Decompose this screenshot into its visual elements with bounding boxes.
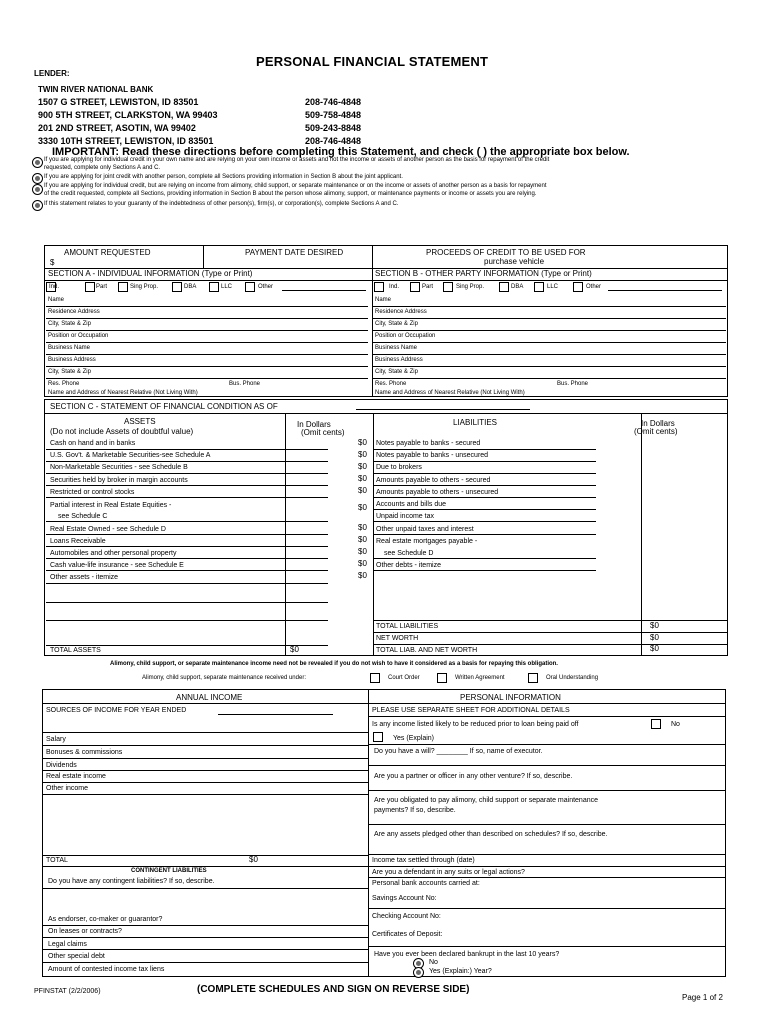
proceeds-label: PROCEEDS OF CREDIT TO BE USED FOR	[426, 248, 586, 257]
section-a-title: SECTION A - INDIVIDUAL INFORMATION (Type or Print)	[48, 269, 253, 278]
omit-cents-label: (Omit cents)	[634, 427, 678, 436]
oral-understanding-checkbox[interactable]	[528, 673, 538, 683]
omit-cents-label: (Omit cents)	[301, 428, 345, 437]
field-label: City, State & Zip	[48, 369, 91, 375]
page-number: Page 1 of 2	[682, 993, 723, 1002]
contingent-row-label: On leases or contracts?	[48, 928, 122, 935]
in-dollars-label: In Dollars	[641, 419, 675, 428]
liability-label: Due to brokers	[376, 464, 422, 471]
type-checkbox[interactable]	[172, 282, 182, 292]
pledged-question: Are any assets pledged other than described on schedules? If so, describe.	[374, 831, 608, 838]
liability-label: Notes payable to banks - unsecured	[376, 452, 489, 459]
income-reduced-yes-checkbox[interactable]	[373, 732, 383, 742]
total-assets-value: $0	[290, 645, 299, 654]
bankrupt-yes-radio[interactable]	[413, 967, 424, 978]
option-label: Written Agreement	[455, 675, 505, 681]
payment-date-label: PAYMENT DATE DESIRED	[245, 248, 344, 257]
alimony-received-label: Alimony, child support, separate maintenance received under:	[142, 675, 306, 681]
assets-sub: (Do not include Assets of doubtful value)	[50, 427, 194, 436]
direction-text: requested, complete only Sections A and C.	[44, 165, 161, 171]
defendant-question: Are you a defendant in any suits or legal actions?	[372, 869, 525, 876]
asset-label: Securities held by broker in margin accounts	[50, 477, 188, 484]
liability-label: Other unpaid taxes and interest	[376, 526, 474, 533]
liability-label: Amounts payable to others - unsecured	[376, 489, 499, 496]
branch-phone: 208-746-4848	[305, 97, 362, 107]
asset-label: Cash on hand and in banks	[50, 440, 136, 447]
will-question: Do you have a will? ________ If so, name of executor.	[374, 748, 543, 755]
no-label: No	[671, 721, 680, 728]
type-label: Other	[258, 284, 274, 290]
total-assets-label: TOTAL ASSETS	[50, 647, 101, 654]
relative-label: Name and Address of Nearest Relative (Not Living With)	[375, 390, 525, 396]
income-row-label: Dividends	[46, 762, 77, 769]
personal-info-title: PERSONAL INFORMATION	[460, 693, 561, 702]
field-label: City, State & Zip	[48, 321, 91, 327]
asset-label: Other assets - itemize	[50, 574, 119, 581]
savings-label: Savings Account No:	[372, 895, 437, 902]
income-reduced-no-checkbox[interactable]	[651, 719, 661, 729]
option-radio[interactable]	[32, 200, 43, 211]
partner-question: Are you a partner or officer in any other venture? If so, describe.	[374, 773, 573, 780]
written-agreement-checkbox[interactable]	[437, 673, 447, 683]
field-label: Business Address	[48, 357, 96, 363]
asset-label: Cash value-life insurance - see Schedule E	[50, 562, 184, 569]
liabilities-label: LIABILITIES	[453, 418, 498, 427]
alimony-note: Alimony, child support, or separate maintenance income need not be revealed if you do not wish to have it considered as a basis for repaying this obligation.	[110, 661, 558, 667]
type-checkbox[interactable]	[534, 282, 544, 292]
type-checkbox[interactable]	[410, 282, 420, 292]
income-row-label: Real estate income	[46, 773, 106, 780]
tax-question: Income tax settled through (date)	[372, 857, 475, 864]
type-checkbox[interactable]	[499, 282, 509, 292]
bankrupt-no-label: No	[429, 959, 438, 966]
total-liabilities-label: TOTAL LIABILITIES	[376, 623, 439, 630]
branch-address: 900 5TH STREET, CLARKSTON, WA 99403	[38, 110, 218, 120]
deposit-label: Certificates of Deposit:	[372, 931, 443, 938]
branch-phone: 509-758-4848	[305, 110, 362, 120]
liability-label: Other debts - itemize	[376, 562, 441, 569]
type-checkbox[interactable]	[573, 282, 583, 292]
income-row-label: Other income	[46, 785, 89, 792]
asset-value: $0	[358, 450, 367, 459]
asset-label: see Schedule C	[58, 513, 108, 520]
income-row-label: Bonuses & commissions	[46, 749, 123, 756]
liability-label: Unpaid income tax	[376, 513, 434, 520]
asset-label: Non-Marketable Securities - see Schedule B	[50, 464, 188, 471]
asset-value: $0	[358, 462, 367, 471]
option-label: Oral Understanding	[546, 675, 599, 681]
form-id: PFINSTAT (2/2/2006)	[34, 988, 101, 995]
important-note: IMPORTANT: Read these directions before completing this Statement, and check ( ) the appropriate box below.	[52, 146, 630, 158]
res-phone-label: Res. Phone	[48, 381, 80, 387]
type-label: DBA	[184, 284, 197, 290]
option-radio[interactable]	[32, 184, 43, 195]
field-label: Position or Occupation	[48, 333, 109, 339]
yes-explain-label: Yes (Explain)	[393, 735, 434, 742]
complete-note: (COMPLETE SCHEDULES AND SIGN ON REVERSE SIDE)	[197, 984, 470, 995]
field-label: City, State & Zip	[375, 369, 418, 375]
field-label: Position or Occupation	[375, 333, 436, 339]
direction-text: If you are applying for individual credit, but are relying on income from alimony, child support, or separate maintenance or on the income or assets of another person as a basis for repayment	[44, 183, 547, 189]
alimony-question: Are you obligated to pay alimony, child support or separate maintenance	[374, 797, 599, 804]
page-title: PERSONAL FINANCIAL STATEMENT	[256, 54, 489, 69]
direction-text: If you are applying for joint credit with another person, complete all Sections providing information in Section B about the joint applicant.	[44, 174, 403, 180]
field-label: Business Name	[48, 345, 91, 351]
bank-name: TWIN RIVER NATIONAL BANK	[38, 85, 154, 94]
contingent-question: Do you have any contingent liabilities? If so, describe.	[48, 878, 215, 885]
contingent-row-label: Other special debt	[48, 953, 105, 960]
checking-label: Checking Account No:	[372, 913, 441, 920]
type-checkbox[interactable]	[118, 282, 128, 292]
branch-phone: 208-746-4848	[305, 136, 362, 146]
type-checkbox[interactable]	[374, 282, 384, 292]
section-c-title: SECTION C - STATEMENT OF FINANCIAL CONDITION AS OF	[50, 402, 278, 411]
court-order-checkbox[interactable]	[370, 673, 380, 683]
branch-address: 3330 10TH STREET, LEWISTON, ID 83501	[38, 136, 214, 146]
type-label: LLC	[547, 284, 559, 290]
contingent-title: CONTINGENT LIABILITIES	[131, 868, 207, 874]
bus-phone-label: Bus. Phone	[229, 381, 261, 387]
bus-phone-label: Bus. Phone	[557, 381, 589, 387]
asset-value: $0	[358, 523, 367, 532]
type-checkbox[interactable]	[443, 282, 453, 292]
type-label: Ind.	[49, 284, 60, 290]
income-reduced-question: Is any income listed likely to be reduced prior to loan being paid off	[372, 721, 579, 728]
liability-label: Amounts payable to others - secured	[376, 477, 491, 484]
option-radio[interactable]	[32, 173, 43, 184]
type-label: Sing Prop.	[456, 284, 485, 290]
field-label: Residence Address	[48, 309, 100, 315]
asset-value: $0	[358, 535, 367, 544]
direction-text: of the credit requested, complete all Sections, providing information in Section B about the person whose alimony, support, or maintenance payments or income or assets you are relying.	[44, 191, 537, 197]
direction-text: If this statement relates to your guaranty of the indebtedness of other person(s), firm(s), or corporation(s), complete Sections A and C.	[44, 201, 399, 207]
bankrupt-question: Have you ever been declared bankrupt in the last 10 years?	[374, 951, 560, 958]
accounts-label: Personal bank accounts carried at:	[372, 880, 480, 887]
assets-label: ASSETS	[124, 417, 156, 426]
branch-phone: 509-243-8848	[305, 123, 362, 133]
type-label: Sing Prop.	[130, 284, 159, 290]
asset-value: $0	[358, 438, 367, 447]
contingent-row-label: As endorser, co-maker or guarantor?	[48, 916, 163, 923]
total-liabilities-value: $0	[650, 621, 659, 630]
contingent-row-label: Amount of contested income tax liens	[48, 966, 165, 973]
income-total-value: $0	[249, 855, 258, 864]
type-label: LLC	[221, 284, 233, 290]
asset-label: Loans Receivable	[50, 538, 106, 545]
asset-label: Automobiles and other personal property	[50, 550, 177, 557]
type-checkbox[interactable]	[245, 282, 255, 292]
type-label: Part	[422, 284, 434, 290]
income-row-label: Salary	[46, 736, 66, 743]
annual-income-title: ANNUAL INCOME	[176, 693, 243, 702]
separate-sheet-note: PLEASE USE SEPARATE SHEET FOR ADDITIONAL DETAILS	[372, 707, 570, 714]
type-checkbox[interactable]	[85, 282, 95, 292]
option-label: Court Order	[388, 675, 420, 681]
amount-requested-value[interactable]: $	[50, 258, 55, 267]
type-checkbox[interactable]	[209, 282, 219, 292]
in-dollars-label: In Dollars	[297, 420, 331, 429]
asset-value: $0	[358, 503, 367, 512]
asset-label: U.S. Gov't. & Marketable Securities-see Schedule A	[50, 452, 211, 459]
asset-value: $0	[358, 571, 367, 580]
asset-value: $0	[358, 486, 367, 495]
sources-label: SOURCES OF INCOME FOR YEAR ENDED	[46, 707, 187, 714]
type-label: DBA	[511, 284, 524, 290]
branch-address: 1507 G STREET, LEWISTON, ID 83501	[38, 97, 199, 107]
asset-label: Real Estate Owned - see Schedule D	[50, 526, 166, 533]
type-label: Ind.	[389, 284, 400, 290]
income-total-label: TOTAL	[46, 857, 68, 864]
field-label: City, State & Zip	[375, 321, 418, 327]
bankrupt-yes-label: Yes (Explain:) Year?	[429, 968, 492, 975]
asset-value: $0	[358, 559, 367, 568]
total-liab-net-label: TOTAL LIAB. AND NET WORTH	[376, 647, 478, 654]
contingent-row-label: Legal claims	[48, 941, 87, 948]
alimony-question: payments? If so, describe.	[374, 807, 456, 814]
type-label: Other	[586, 284, 602, 290]
net-worth-value: $0	[650, 633, 659, 642]
amount-requested-label: AMOUNT REQUESTED	[64, 248, 151, 257]
proceeds-value[interactable]: purchase vehicle	[484, 257, 545, 266]
liability-label: see Schedule D	[384, 550, 434, 557]
asset-label: Partial interest in Real Estate Equities -	[50, 502, 172, 509]
direction-text: If you are applying for individual credit in your own name and are relying on your own income or assets and not the income or assets of another person as the basis for repayment of the credit	[44, 157, 550, 163]
liability-label: Real estate mortgages payable -	[376, 538, 478, 545]
type-label: Part	[96, 284, 108, 290]
asset-label: Restricted or control stocks	[50, 489, 135, 496]
field-label: Name	[48, 297, 65, 303]
section-b-title: SECTION B - OTHER PARTY INFORMATION (Type or Print)	[375, 269, 592, 278]
liability-label: Notes payable to banks - secured	[376, 440, 481, 447]
total-liab-net-value: $0	[650, 644, 659, 653]
lender-label: LENDER:	[34, 69, 70, 78]
field-label: Name	[375, 297, 392, 303]
field-label: Business Name	[375, 345, 418, 351]
branch-address: 201 2ND STREET, ASOTIN, WA 99402	[38, 123, 196, 133]
relative-label: Name and Address of Nearest Relative (Not Living With)	[48, 390, 198, 396]
field-label: Residence Address	[375, 309, 427, 315]
asset-value: $0	[358, 474, 367, 483]
res-phone-label: Res. Phone	[375, 381, 407, 387]
asset-value: $0	[358, 547, 367, 556]
option-radio[interactable]	[32, 157, 43, 168]
net-worth-label: NET WORTH	[376, 635, 419, 642]
liability-label: Accounts and bills due	[376, 501, 447, 508]
field-label: Business Address	[375, 357, 423, 363]
